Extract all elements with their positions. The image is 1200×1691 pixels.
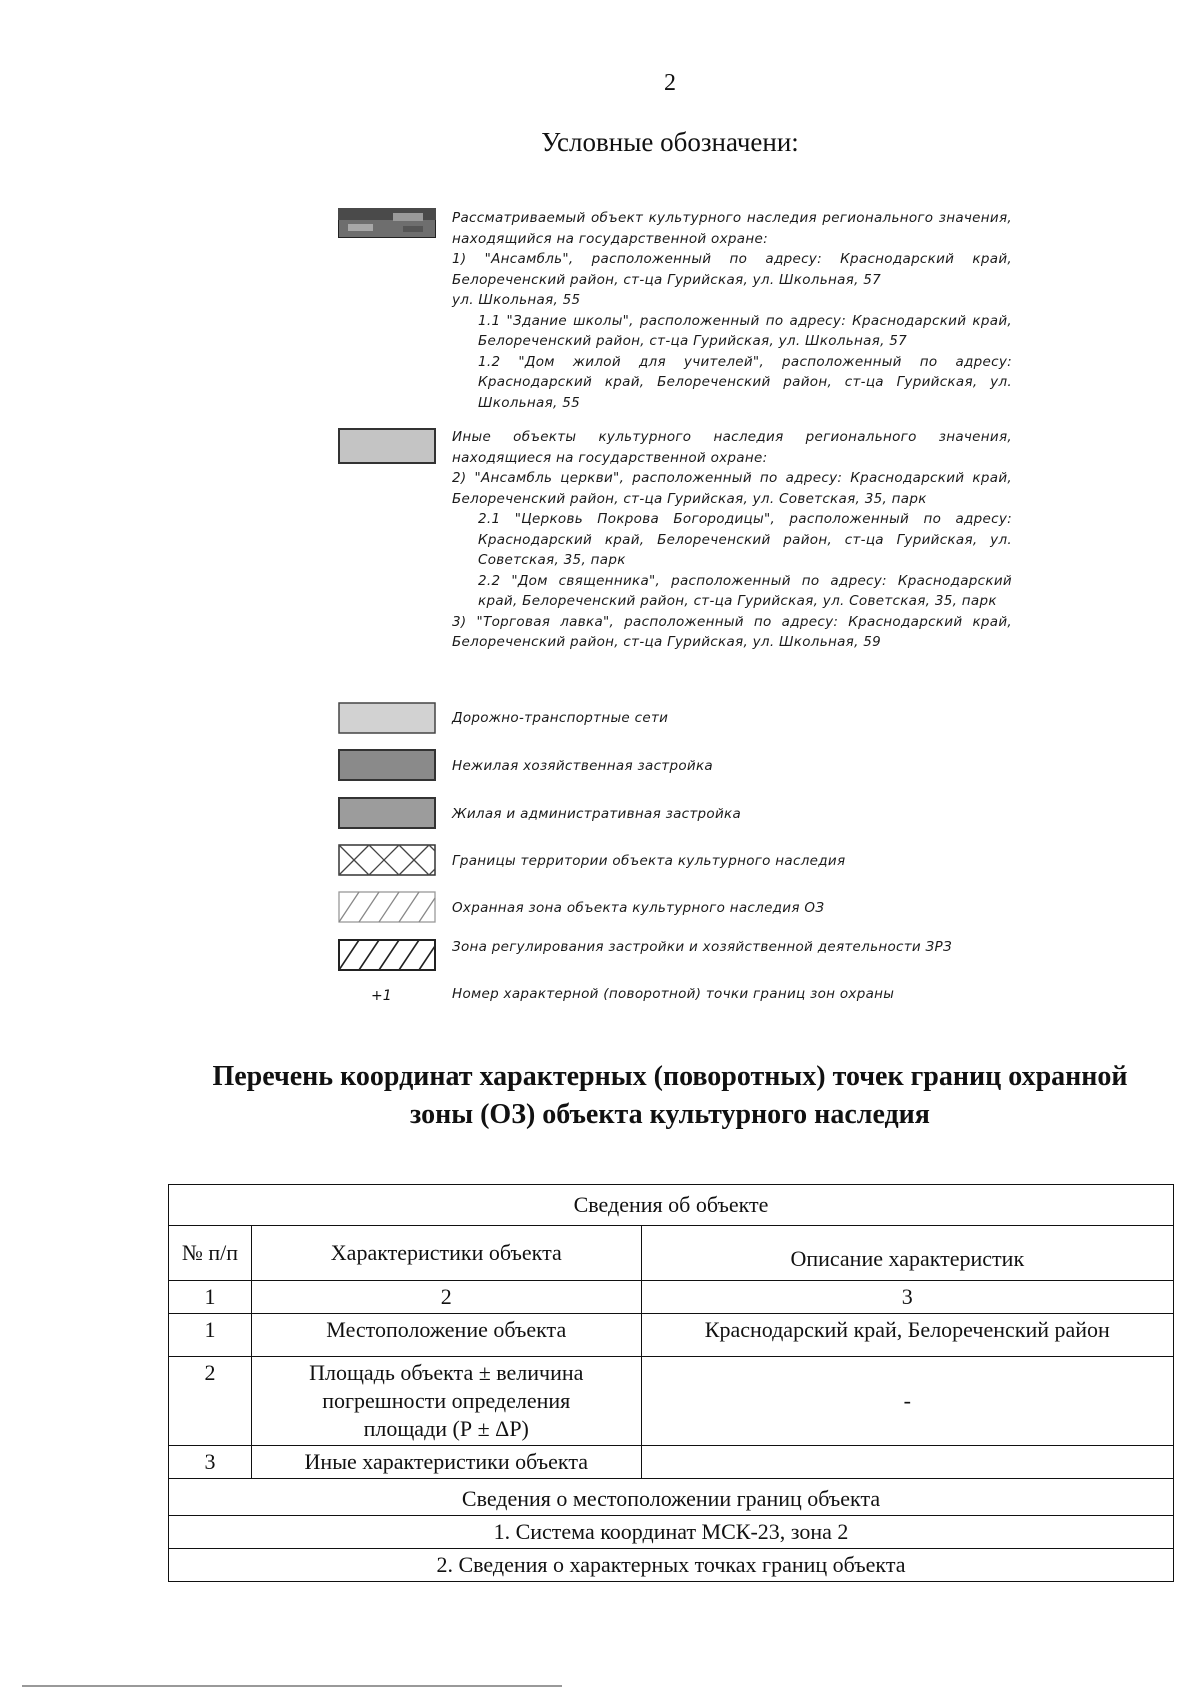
table-cell: -: [641, 1357, 1173, 1446]
table-cell: Площадь объекта ± величина погрешности определения площади (Р ± ΔР): [251, 1357, 641, 1446]
table-cell: 3: [169, 1446, 252, 1479]
table-section-row: 2. Сведения о характерных точках границ объекта: [169, 1549, 1174, 1582]
legend-text: 2) "Ансамбль церкви", расположенный по адресу: Краснодарский край, Белореченский район, ст-ца Гурийская, ул. Советская, 35, парк: [452, 470, 1012, 507]
residential-swatch-icon: [338, 797, 436, 829]
legend-text: 1) "Ансамбль", расположенный по адресу: Краснодарский край, Белореченский район, ст-ца Гурийская, ул. Школьная, 57: [452, 251, 1012, 288]
legend-text: 2.2 "Дом священника", расположенный по адресу: Краснодарский край, Белореченский район, ст-ца Гурийская, ул. Советская, 35, парк: [478, 572, 1012, 609]
legend-text: 1.1 "Здание школы", расположенный по адресу: Краснодарский край, Белореченский район, ст-ца Гурийская, ул. Школьная, 57: [478, 312, 1012, 349]
legend-text: Иные объекты культурного наследия регионального значения, находящиеся на государственной охране:: [452, 429, 1012, 466]
table-row: [169, 1479, 1174, 1516]
table-cell: 1: [169, 1281, 252, 1314]
legend-text: Границы территории объекта культурного наследия: [452, 853, 846, 869]
legend-text: Зона регулирования застройки и хозяйственной деятельности ЗРЗ: [452, 939, 952, 955]
table-row: [169, 1314, 1174, 1357]
nonresidential-swatch-icon: [338, 749, 436, 781]
page-number: 2: [664, 70, 676, 96]
table-cell: Иные характеристики объекта: [251, 1446, 641, 1479]
table-row: [169, 1357, 1174, 1446]
legend-text: Рассматриваемый объект культурного наследия регионального значения, находящийся на государственной охране:: [452, 210, 1012, 247]
col-desc-header: Описание характеристик: [641, 1226, 1173, 1281]
table-cell: 2: [251, 1281, 641, 1314]
legend-text: Охранная зона объекта культурного наследия ОЗ: [452, 900, 825, 916]
light-hatch-swatch-icon: [338, 891, 436, 923]
turning-point-symbol: +1: [371, 988, 392, 1004]
table-row: [169, 1446, 1174, 1479]
table-cell: Местоположение объекта: [251, 1314, 641, 1357]
dark-textured-swatch-icon: [338, 208, 436, 238]
table-cell: 2: [169, 1357, 252, 1446]
legend-text: Номер характерной (поворотной) точки границ зон охраны: [452, 986, 895, 1002]
dark-hatch-swatch-icon: [338, 939, 436, 971]
legend-text: Нежилая хозяйственная застройка: [452, 758, 713, 774]
col-num-header: № п/п: [169, 1226, 252, 1281]
section-title-line: Перечень координат характерных (поворотных) точек границ охранной: [212, 1061, 1128, 1092]
table-cell: Краснодарский край, Белореченский район: [641, 1314, 1173, 1357]
table-header-row: [169, 1185, 1174, 1226]
table-row: [169, 1281, 1174, 1314]
section-title-line: зоны (ОЗ) объекта культурного наследия: [410, 1099, 930, 1130]
col-char-header: Характеристики объекта: [251, 1226, 641, 1281]
table-section-row: 1. Система координат МСК-23, зона 2: [169, 1516, 1174, 1549]
crosshatch-swatch-icon: [338, 844, 436, 876]
legend-text: 3) "Торговая лавка", расположенный по адресу: Краснодарский край, Белореченский район, ст-ца Гурийская, ул. Школьная, 59: [452, 613, 1012, 650]
scan-edge-line: [22, 1685, 562, 1687]
legend-text: ул. Школьная, 55: [452, 292, 581, 308]
table-row: [169, 1516, 1174, 1549]
table-header: Сведения об объекте: [169, 1185, 1174, 1226]
table-row: [169, 1549, 1174, 1582]
object-info-table: [168, 1184, 1174, 1582]
table-section-row: Сведения о местоположении границ объекта: [169, 1479, 1174, 1516]
legend-text: 2.1 "Церковь Покрова Богородицы", расположенный по адресу: Краснодарский край, Белореченский район, ст-ца Гурийская, ул. Советская, 35, парк: [478, 511, 1012, 568]
light-gray-swatch-icon: [338, 428, 436, 464]
table-cell: [641, 1446, 1173, 1479]
table-cell: 1: [169, 1314, 252, 1357]
table-cell: 3: [641, 1281, 1173, 1314]
road-network-swatch-icon: [338, 702, 436, 734]
table-row: [169, 1226, 1174, 1281]
section-title: [190, 1058, 1150, 1134]
legend-title: Условные обозначени:: [541, 127, 799, 157]
legend-text: Дорожно-транспортные сети: [452, 710, 669, 726]
legend-text: Жилая и административная застройка: [452, 806, 742, 822]
legend-text: 1.2 "Дом жилой для учителей", расположенный по адресу: Краснодарский край, Белореченский район, ст-ца Гурийская, ул. Школьная, 55: [478, 353, 1012, 411]
